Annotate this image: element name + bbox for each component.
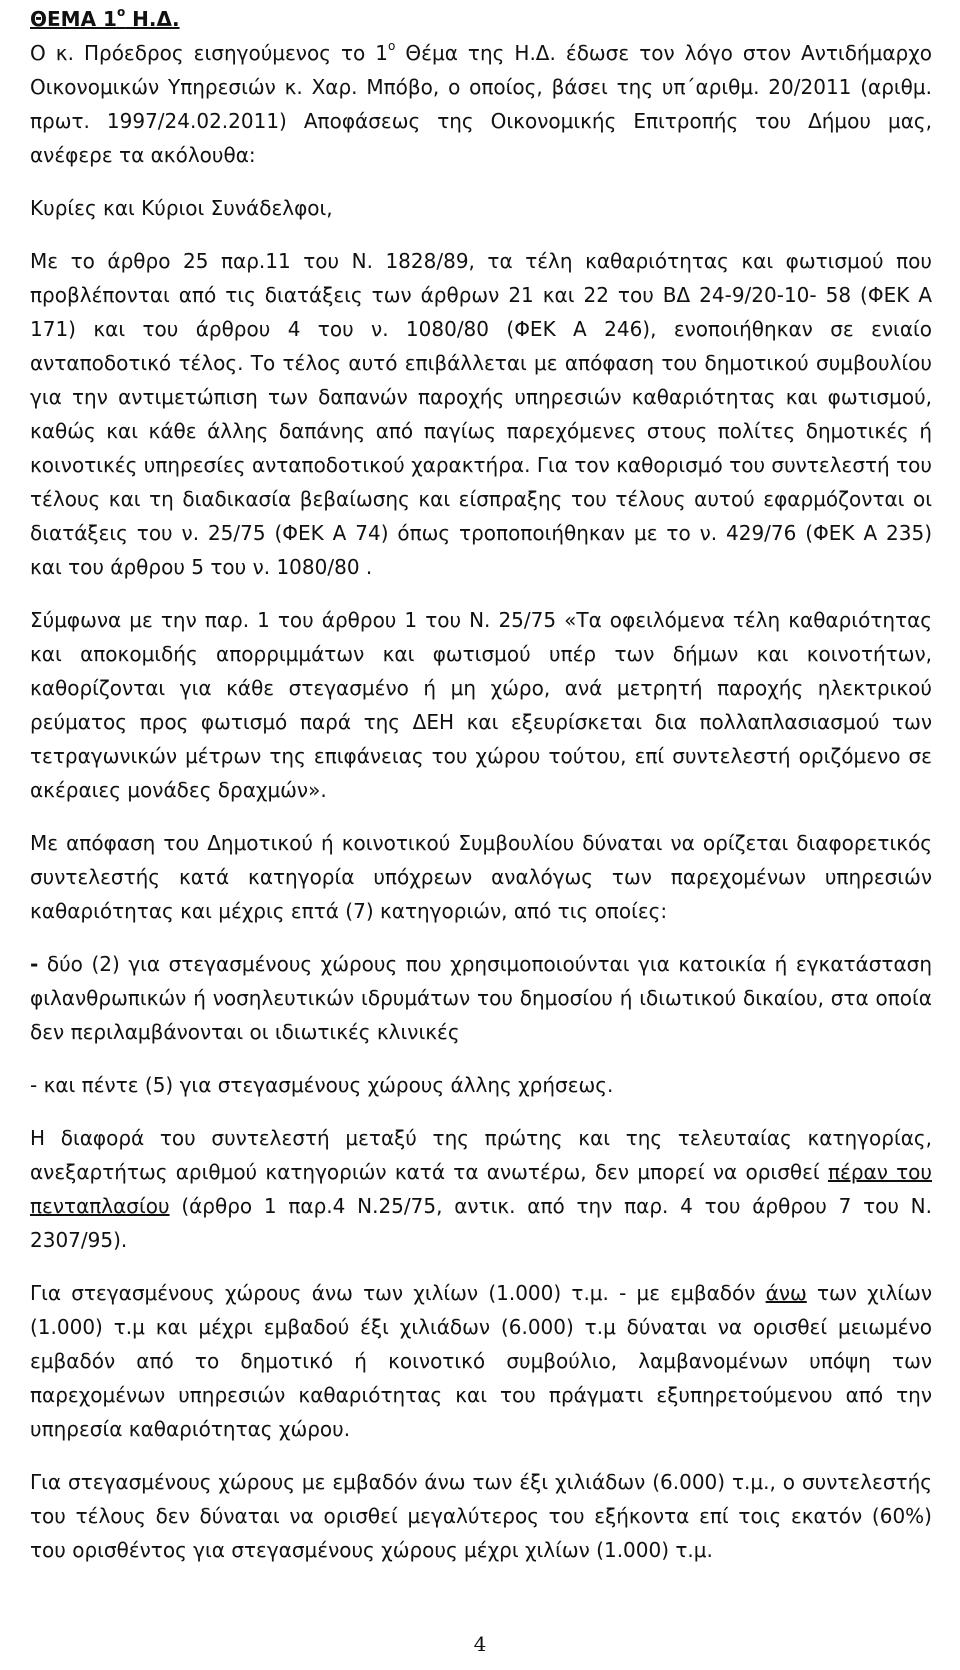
large-spaces-paragraph: Για στεγασμένους χώρους άνω των χιλίων (1.000) τ.μ. - με εμβαδόν άνω των χιλίων (1.000) τ.μ και μέχρι εμβαδού έξι χιλιάδων (6.000) τ.μ δύναται να ορισθεί μειωμένο εμβαδόν από το δημοτικό ή κοινοτικό συμβούλιο, λαμβανομένων υπόψη των παρεχομένων υπηρεσιών καθαριότητας και του πράγματι εξυπηρετούμενου από την υπηρεσία καθαριότητας χώρου.: [30, 1281, 932, 1441]
very-large-spaces-paragraph: Για στεγασμένους χώρους με εμβαδόν άνω των έξι χιλιάδων (6.000) τ.μ., ο συντελεστής του τέλους δεν δύναται να ορισθεί μεγαλύτερος του εξήκοντα επί τοις εκατόν (60%) του ορισθέντος για στεγασμένους χώρους μέχρι χιλίων (1.000) τ.μ.: [30, 1470, 932, 1562]
council-decision-paragraph: Με απόφαση του Δημοτικού ή κοινοτικού Συμβουλίου δύναται να ορίζεται διαφορετικός συντελεστής κατά κατηγορία υπόχρεων αναλόγως των παρεχομένων υπηρεσιών καθαριότητας και μέχρις επτά (7) κατηγοριών, από τις οποίες:: [30, 831, 932, 923]
section-heading: ΘΕΜΑ $1^o$ Η.Δ.: [30, 5, 180, 31]
list-item-other-use: - και πέντε (5) για στεγασμένους χώρους άλλης χρήσεως.: [30, 1073, 614, 1097]
coefficient-difference-paragraph: Η διαφορά του συντελεστή μεταξύ της πρώτης και της τελευταίας κατηγορίας, ανεξαρτήτως αριθμού κατηγοριών κατά τα ανωτέρω, δεν μπορεί να ορισθεί πέραν του πενταπλασίου (άρθρο 1 παρ.4 Ν.25/75, αντικ. από την παρ. 4 του άρθρου 7 του Ν. 2307/95).: [30, 1126, 932, 1252]
law-25-75-paragraph: Σύμφωνα με την παρ. 1 του άρθρου 1 του Ν. 25/75 «Τα οφειλόμενα τέλη καθαριότητας και αποκομιδής απορριμμάτων και φωτισμού υπέρ των δήμων και κοινοτήτων, καθορίζονται για κάθε στεγασμένο ή μη χώρο, ανά μετρητή παροχής ηλεκτρικού ρεύματος προς φωτισμό παρά της ΔΕΗ και εξευρίσκεται δια πολλαπλασιασμού των τετραγωνικών μέτρων της επιφάνειας του χώρου τούτου, επί συντελεστή οριζόμενο σε ακέραιες μονάδες δραχμών».: [30, 608, 932, 802]
greeting: Κυρίες και Κύριοι Συνάδελφοι,: [30, 196, 333, 220]
intro-paragraph: Ο κ. Πρόεδρος εισηγούμενος το $1^o$ Θέμα της Η.Δ. έδωσε τον λόγο στον Αντιδήμαρχο Οικονομικών Υπηρεσιών κ. Χαρ. Μπόβο, ο οποίος, βάσει της υπ΄αριθμ. 20/2011 (αριθμ. πρωτ. 1997/24.02.2011) Αποφάσεως της Οικονομικής Επιτροπής του Δήμου μας, ανέφερε τα ακόλουθα:: [30, 39, 932, 167]
list-item-residential: - δύο (2) για στεγασμένους χώρους που χρησιμοποιούνται για κατοικία ή εγκατάσταση φιλανθρωπικών ή νοσηλευτικών ιδρυμάτων του δημοσίου ή ιδιωτικού δικαίου, στα οποία δεν περιλαμβάνονται οι ιδιωτικές κλινικές: [30, 952, 932, 1044]
page-number: 4: [473, 1632, 487, 1656]
document-page: [30, 0, 932, 1567]
law-1828-paragraph: Με το άρθρο 25 παρ.11 του Ν. 1828/89, τα τέλη καθαριότητας και φωτισμού που προβλέπονται από τις διατάξεις των άρθρων 21 και 22 του ΒΔ 24-9/20-10- 58 (ΦΕΚ Α 171) και του άρθρου 4 του ν. 1080/80 (ΦΕΚ Α 246), ενοποιήθηκαν σε ενιαίο ανταποδοτικό τέλος. Το τέλος αυτό επιβάλλεται με απόφαση του δημοτικού συμβουλίου για την αντιμετώπιση των δαπανών παροχής υπηρεσιών καθαριότητας και φωτισμού, καθώς και κάθε άλλης δαπάνης από παγίως παρεχόμενες στους πολίτες δημοτικές ή κοινοτικές υπηρεσίες ανταποδοτικού χαρακτήρα. Για τον καθορισμό του συντελεστή του τέλους και τη διαδικασία βεβαίωσης και είσπραξης του τέλους αυτού εφαρμόζονται οι διατάξεις του ν. 25/75 (ΦΕΚ Α 74) όπως τροποποιήθηκαν με το ν. 429/76 (ΦΕΚ Α 235) και του άρθρου 5 του ν. 1080/80 .: [30, 249, 932, 579]
